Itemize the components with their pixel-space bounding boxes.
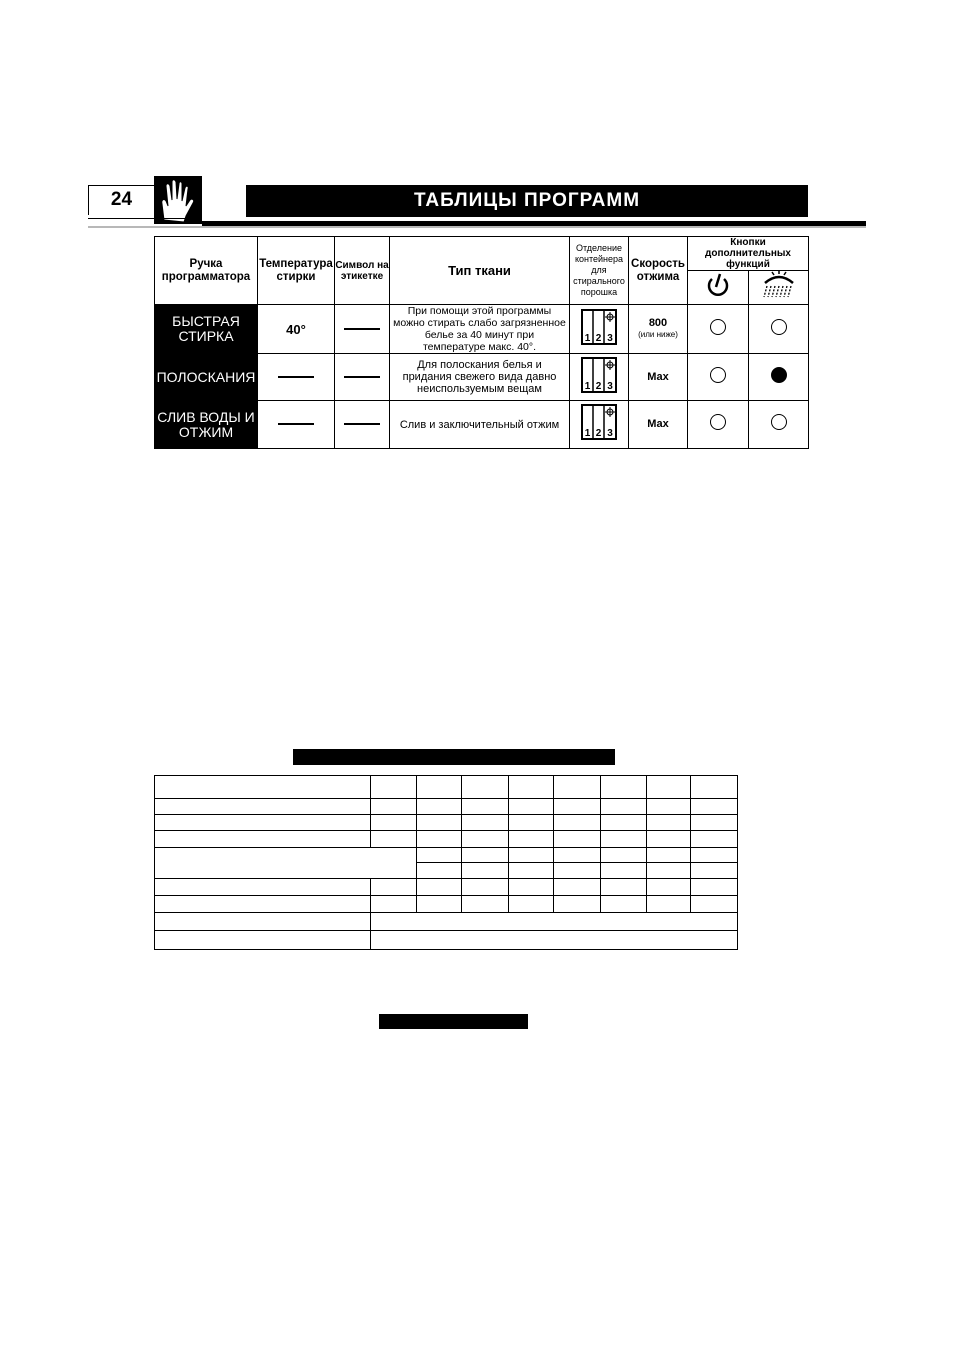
func-rinse-cell	[749, 401, 809, 449]
detergent-container-icon	[579, 403, 619, 441]
table-row	[155, 815, 738, 831]
header-func-start	[688, 271, 749, 305]
hand-icon	[154, 176, 202, 224]
svg-text:3: 3	[607, 428, 613, 439]
option-circle-filled	[771, 367, 787, 383]
svg-text:3: 3	[607, 380, 613, 392]
header-rule-thin	[88, 218, 202, 219]
header-temperature: Температура стирки	[258, 237, 335, 305]
spin-speed-value: Max	[629, 354, 688, 401]
detergent-cell	[570, 401, 629, 449]
option-circle-empty	[771, 414, 787, 430]
header-rule-shadow	[88, 226, 866, 228]
table-row	[155, 776, 738, 799]
program-name: ПОЛОСКАНИЯ	[155, 354, 258, 401]
temperature-cell	[258, 354, 335, 401]
svg-text:2: 2	[595, 332, 602, 344]
table-row	[155, 879, 738, 896]
label-symbol-cell	[335, 401, 390, 449]
option-circle-empty	[771, 319, 787, 335]
table-row	[155, 931, 738, 950]
func-start-cell	[688, 401, 749, 449]
svg-text:1: 1	[584, 428, 591, 439]
fabric-description: При помощи этой программы можно стирать слабо загрязненное белье за 40 минут при температуре макс. 40°.	[390, 305, 570, 354]
svg-text:2: 2	[595, 428, 602, 439]
header-detergent: Отделение контейнера для стирального порошка	[570, 237, 629, 305]
header-fabric: Тип ткани	[390, 237, 570, 305]
page-number: 24	[88, 185, 154, 215]
spin-speed-note: (или ниже)	[638, 330, 678, 339]
header-spin: Скорость отжима	[629, 237, 688, 305]
header-extra-functions: Кнопки дополнительных функций	[688, 237, 809, 271]
label-symbol-cell	[335, 354, 390, 401]
func-rinse-cell	[749, 354, 809, 401]
svg-text:1: 1	[584, 332, 591, 344]
spin-speed-value: 800	[648, 317, 668, 329]
svg-text:1: 1	[584, 380, 591, 392]
temperature-value: 40°	[258, 305, 335, 354]
flower-icon	[605, 312, 615, 322]
table-row	[155, 354, 809, 401]
program-name: БЫСТРАЯ СТИРКА	[155, 305, 258, 354]
shower-icon	[760, 271, 798, 299]
table-row	[155, 896, 738, 913]
table-row	[155, 799, 738, 815]
spin-speed-cell	[629, 305, 688, 354]
func-rinse-cell	[749, 305, 809, 354]
option-circle-empty	[710, 414, 726, 430]
option-circle-empty	[710, 367, 726, 383]
fabric-description: Слив и заключительный отжим	[390, 401, 570, 449]
page-title: ТАБЛИЦЫ ПРОГРАММ	[246, 185, 808, 217]
detergent-container-icon	[579, 308, 619, 346]
dash-mark	[278, 423, 314, 425]
flower-icon	[605, 360, 615, 370]
header-label-symbol: Символ на этикетке	[335, 237, 390, 305]
spin-speed-value: Max	[629, 401, 688, 449]
dash-mark	[344, 423, 380, 425]
redacted-heading-bar	[293, 749, 615, 765]
dash-mark	[344, 328, 380, 330]
table-row	[155, 831, 738, 848]
detergent-cell	[570, 354, 629, 401]
fabric-description: Для полоскания белья и придания свежего вида давно неиспользуемым вещам	[390, 354, 570, 401]
label-symbol-cell	[335, 305, 390, 354]
table-row	[155, 913, 738, 931]
temperature-cell	[258, 401, 335, 449]
detergent-container-icon	[579, 356, 619, 394]
header-programmer: Ручка программатора	[155, 237, 258, 305]
table-row	[155, 848, 738, 863]
detergent-cell	[570, 305, 629, 354]
table-row	[155, 305, 809, 354]
option-circle-empty	[710, 319, 726, 335]
program-name: СЛИВ ВОДЫ И ОТЖИМ	[155, 401, 258, 449]
table-row	[155, 401, 809, 449]
power-icon	[703, 272, 733, 298]
flower-icon	[605, 407, 615, 417]
data-grid-table	[154, 775, 738, 950]
redacted-heading-bar	[379, 1014, 528, 1029]
func-start-cell	[688, 354, 749, 401]
program-table	[154, 236, 809, 449]
svg-text:2: 2	[595, 380, 602, 392]
func-start-cell	[688, 305, 749, 354]
dash-mark	[278, 376, 314, 378]
dash-mark	[344, 376, 380, 378]
svg-text:3: 3	[607, 332, 613, 344]
header-func-rinse	[749, 271, 809, 305]
